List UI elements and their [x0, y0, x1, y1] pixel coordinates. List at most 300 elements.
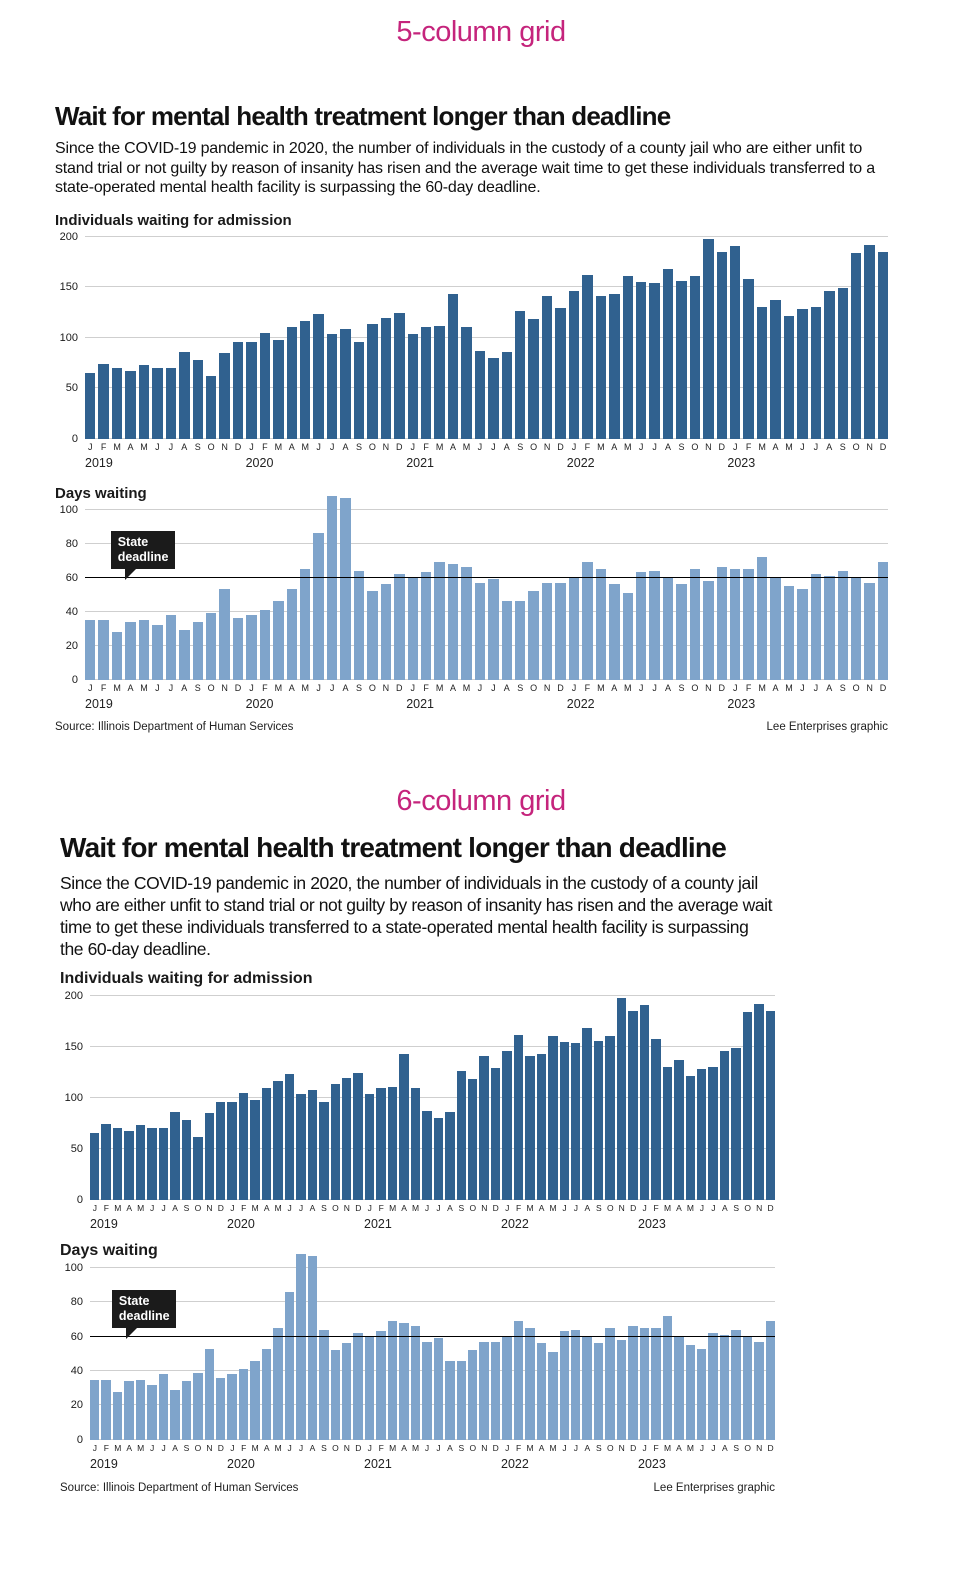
month-label: M [462, 682, 471, 693]
bar [388, 1321, 397, 1440]
month-label: A [584, 1202, 590, 1213]
month-label: M [274, 441, 283, 452]
bar [300, 321, 310, 438]
bar [273, 1081, 282, 1199]
bar [354, 342, 364, 439]
month-label: J [161, 1202, 166, 1213]
bar [394, 574, 404, 679]
y-axis-tick-label: 100 [64, 1261, 83, 1274]
month-label: A [772, 682, 779, 693]
bar [448, 294, 458, 438]
month-label: A [447, 1202, 453, 1213]
bar [313, 533, 323, 679]
month-label: O [530, 441, 538, 452]
bar [548, 1352, 557, 1440]
month-label: J [161, 1442, 166, 1453]
bar [98, 364, 108, 439]
bar [703, 239, 713, 439]
month-label: A [401, 1202, 407, 1213]
bars-row [85, 510, 888, 680]
year-label: 2022 [501, 1216, 529, 1231]
headline: Wait for mental health treatment longer than deadline [55, 101, 671, 131]
month-label: J [410, 441, 415, 452]
month-label: N [618, 1442, 625, 1453]
bar [353, 1073, 362, 1199]
bar [502, 601, 512, 679]
bar [98, 620, 108, 680]
month-label: S [355, 682, 362, 693]
month-label: M [623, 441, 632, 452]
year-labels-row [90, 1213, 775, 1232]
month-label: J [155, 682, 160, 693]
bar [179, 352, 189, 439]
bar [112, 368, 122, 439]
month-label: F [516, 1442, 521, 1453]
month-label: F [378, 1442, 384, 1453]
bar [193, 1137, 202, 1200]
bar [246, 615, 256, 680]
y-axis-tick-label: 50 [65, 382, 78, 395]
bar [571, 1330, 580, 1440]
month-label: F [584, 441, 591, 452]
month-label: F [100, 682, 107, 693]
bar [851, 578, 861, 680]
month-label: O [744, 1442, 751, 1453]
bar [636, 572, 646, 679]
bar [136, 1125, 145, 1199]
bar [233, 618, 243, 679]
month-label: F [262, 682, 268, 693]
month-label: A [503, 441, 510, 452]
bar [730, 569, 740, 680]
y-axis [60, 1261, 90, 1446]
month-label: M [137, 1442, 144, 1453]
month-label: N [866, 682, 873, 693]
month-label: A [676, 1202, 682, 1213]
month-label: A [309, 1202, 316, 1213]
y-axis-tick-label: 40 [65, 605, 78, 618]
month-label: F [745, 441, 752, 452]
month-label: A [401, 1442, 407, 1453]
bar [331, 1350, 340, 1439]
bar [287, 327, 297, 438]
month-label: M [758, 441, 766, 452]
bar [720, 1335, 729, 1440]
bar [582, 1028, 591, 1199]
month-label: M [251, 1442, 259, 1453]
month-label: N [756, 1202, 762, 1213]
month-label: O [194, 1442, 201, 1453]
bar [838, 571, 848, 680]
month-label: J [424, 1442, 429, 1453]
month-label: D [234, 682, 242, 693]
month-label: D [396, 682, 403, 693]
bar [560, 1042, 569, 1200]
month-label: A [127, 441, 134, 452]
month-label: M [114, 1442, 122, 1453]
month-label: J [711, 1202, 716, 1213]
year-label: 2020 [245, 455, 274, 470]
bar [422, 1111, 431, 1200]
plot [85, 510, 888, 680]
month-labels-row [90, 1443, 775, 1453]
y-axis-tick-label: 100 [59, 503, 78, 516]
bar [797, 309, 807, 438]
month-label: S [839, 682, 846, 693]
bar [182, 1120, 191, 1200]
bar [166, 615, 176, 680]
deadline-badge-line: deadline [117, 549, 169, 564]
description: Since the COVID-19 pandemic in 2020, the number of individuals in the custody of a county jail who are either unfit to stand trial or not guilty by reason of insanity has risen and the average wait time to get these individuals transferred to a state-operated mental health facility is surpassing the 60-day deadline. [60, 872, 773, 959]
bar [754, 1004, 763, 1200]
bar [824, 576, 834, 680]
six-column-content [60, 832, 775, 1494]
plot [90, 996, 775, 1200]
month-label: J [652, 682, 657, 693]
bar [555, 583, 565, 680]
bar [461, 327, 471, 438]
bar [90, 1380, 99, 1440]
bar [193, 360, 203, 439]
bar [649, 283, 659, 439]
month-label: M [412, 1442, 419, 1453]
bar [720, 1051, 729, 1200]
month-label: N [382, 682, 390, 693]
month-label: A [127, 682, 134, 693]
month-label: D [217, 1442, 224, 1453]
month-label: D [492, 1202, 499, 1213]
month-label: J [699, 1202, 704, 1213]
year-label: 2020 [227, 1216, 255, 1231]
month-label: F [423, 682, 429, 693]
month-label: N [705, 682, 712, 693]
month-label: J [367, 1442, 372, 1453]
month-label: J [491, 682, 496, 693]
bar [754, 1342, 763, 1440]
bar [340, 329, 350, 438]
month-label: N [756, 1442, 762, 1453]
month-label: A [611, 441, 618, 452]
bar [219, 589, 229, 679]
month-label: A [584, 1442, 590, 1453]
month-label: D [879, 441, 887, 452]
month-label: A [263, 1442, 270, 1453]
month-label: M [549, 1442, 557, 1453]
month-label: M [301, 682, 309, 693]
month-label: S [458, 1442, 464, 1453]
month-label: J [638, 682, 644, 693]
month-label: D [630, 1442, 636, 1453]
bar [367, 324, 377, 438]
bar [609, 584, 619, 679]
graphic-credit: Lee Enterprises graphic [766, 720, 888, 733]
month-label: M [785, 682, 793, 693]
year-label: 2022 [566, 455, 595, 470]
bar [525, 1328, 534, 1440]
deadline-line [85, 577, 888, 578]
month-label: O [469, 1442, 476, 1453]
bar [770, 300, 780, 438]
month-label: J [573, 1202, 578, 1213]
bar [408, 578, 418, 680]
month-label: O [207, 682, 215, 693]
month-label: J [287, 1442, 292, 1453]
bar [445, 1361, 454, 1440]
month-label: J [642, 1442, 647, 1453]
bar [319, 1102, 328, 1200]
year-label: 2019 [85, 455, 113, 470]
bar [569, 291, 579, 438]
bar [640, 1005, 649, 1200]
bar [227, 1374, 236, 1439]
month-label: N [206, 1202, 213, 1213]
y-axis-tick-label: 0 [76, 1193, 83, 1206]
bar [112, 632, 122, 680]
bar [605, 1328, 614, 1440]
bar [408, 334, 418, 439]
bar [623, 276, 633, 439]
plot-area [90, 1268, 775, 1472]
headline: Wait for mental health treatment longer than deadline [60, 831, 726, 863]
y-axis-tick-label: 0 [71, 673, 78, 686]
y-axis-tick-label: 200 [59, 230, 78, 243]
bar [528, 591, 538, 679]
bar [475, 351, 485, 439]
bar [676, 281, 686, 439]
month-label: M [274, 1202, 282, 1213]
month-label: M [785, 441, 793, 452]
month-label: A [172, 1202, 178, 1213]
month-label: O [852, 682, 860, 693]
bar [703, 581, 713, 680]
bar [376, 1088, 385, 1200]
days-waiting-chart [55, 503, 888, 712]
bar [250, 1100, 259, 1200]
month-label: J [168, 441, 174, 452]
month-label: F [241, 1202, 247, 1213]
month-label: J [410, 682, 415, 693]
month-label: M [663, 1442, 671, 1453]
month-label: F [745, 682, 752, 693]
year-label: 2019 [90, 1216, 118, 1231]
month-label: S [194, 682, 201, 693]
month-labels-row [85, 683, 888, 693]
month-label: N [543, 682, 551, 693]
bar [193, 1373, 202, 1440]
bar [206, 376, 216, 439]
month-label: J [329, 441, 335, 452]
month-label: F [103, 1442, 109, 1453]
month-label: S [595, 1202, 602, 1213]
bar [246, 342, 256, 439]
year-label: 2023 [638, 1216, 666, 1231]
bar [851, 253, 861, 439]
bar [514, 1321, 523, 1440]
bar [327, 496, 337, 680]
bar [475, 583, 485, 680]
y-axis [55, 503, 85, 686]
bar [219, 353, 229, 439]
y-axis-tick-label: 200 [64, 989, 83, 1002]
bar [569, 578, 579, 680]
month-label: J [87, 441, 93, 452]
source-text: Source: Illinois Department of Human Services [55, 720, 294, 733]
bar [353, 1333, 362, 1440]
month-label: A [288, 682, 295, 693]
month-label: M [597, 682, 605, 693]
month-label: J [732, 682, 738, 693]
month-label: J [230, 1442, 235, 1453]
month-label: S [355, 441, 362, 452]
month-label: O [606, 1202, 614, 1213]
bar [85, 373, 95, 439]
bar [663, 269, 673, 439]
bar [85, 620, 95, 680]
bar [636, 282, 646, 439]
bar [124, 1381, 133, 1439]
deadline-badge-line: State [118, 1294, 150, 1309]
bar [663, 1067, 672, 1200]
month-label: S [517, 441, 524, 452]
bar [697, 1069, 706, 1200]
month-label: J [642, 1202, 647, 1213]
bar [260, 610, 270, 680]
month-label: M [140, 682, 148, 693]
graphic-credit: Lee Enterprises graphic [653, 1481, 775, 1494]
y-axis-tick-label: 100 [59, 331, 78, 344]
month-label: F [653, 1202, 659, 1213]
year-label: 2023 [727, 696, 756, 711]
month-label: A [538, 1202, 545, 1213]
bar [743, 1012, 752, 1200]
source-row [60, 1482, 775, 1494]
month-label: F [516, 1202, 521, 1213]
y-axis-tick-label: 100 [64, 1091, 83, 1104]
bar [124, 1131, 133, 1199]
bar [227, 1102, 236, 1200]
month-label: N [618, 1202, 625, 1213]
month-label: J [711, 1442, 716, 1453]
month-label: N [343, 1442, 350, 1453]
bar [434, 326, 444, 438]
bar [421, 327, 431, 438]
month-label: A [503, 682, 510, 693]
bar [838, 288, 848, 438]
month-label: M [114, 1202, 122, 1213]
bar [609, 294, 619, 438]
y-axis-tick-label: 80 [65, 537, 78, 550]
bar [308, 1256, 317, 1440]
month-label: D [355, 1442, 362, 1453]
bar [766, 1011, 775, 1200]
month-label: J [800, 441, 805, 452]
bar [376, 1331, 385, 1439]
month-label: J [573, 1442, 578, 1453]
bar [542, 583, 552, 680]
month-label: S [183, 1442, 190, 1453]
month-label: M [389, 1442, 396, 1453]
bar [502, 352, 512, 439]
month-label: A [126, 1202, 132, 1213]
bar [340, 498, 350, 680]
y-axis-tick-label: 60 [65, 571, 78, 584]
bar [233, 342, 243, 439]
bar [139, 365, 149, 439]
month-label: M [274, 682, 283, 693]
month-label: N [221, 682, 228, 693]
month-labels-row [85, 442, 888, 452]
bar [434, 562, 444, 679]
bar [596, 296, 606, 438]
month-label: M [274, 1442, 282, 1453]
month-label: N [206, 1442, 213, 1453]
month-label: M [435, 682, 444, 693]
month-label: A [721, 1442, 728, 1453]
month-label: J [230, 1202, 235, 1213]
bar [560, 1331, 569, 1439]
bar [811, 307, 821, 438]
y-axis [55, 230, 85, 445]
month-label: J [813, 441, 819, 452]
bar [515, 311, 525, 438]
month-label: M [301, 441, 309, 452]
year-label: 2021 [406, 696, 434, 711]
bar [766, 1321, 775, 1440]
y-axis-tick-label: 40 [70, 1364, 83, 1377]
bar [159, 1128, 168, 1199]
chart-title-individuals: Individuals waiting for admission [60, 969, 313, 987]
year-label: 2023 [638, 1456, 666, 1471]
month-label: M [412, 1202, 419, 1213]
month-label: J [800, 682, 805, 693]
month-label: N [221, 441, 228, 452]
month-label: J [505, 1442, 510, 1453]
month-label: A [263, 1202, 270, 1213]
bar [743, 569, 753, 680]
bar [731, 1048, 740, 1200]
month-label: A [538, 1442, 545, 1453]
bar [136, 1380, 145, 1440]
month-label: A [665, 441, 672, 452]
bar [674, 1337, 683, 1440]
month-label: O [530, 682, 538, 693]
bar [743, 1337, 752, 1440]
year-labels-row [85, 452, 888, 471]
month-label: O [744, 1202, 751, 1213]
bar [147, 1385, 156, 1440]
month-label: J [477, 682, 483, 693]
month-label: F [584, 682, 591, 693]
bar [717, 567, 727, 679]
month-label: J [477, 441, 483, 452]
bar [113, 1392, 122, 1440]
month-label: A [126, 1442, 132, 1453]
plot-area [90, 996, 775, 1232]
source-row [55, 721, 888, 733]
bar [686, 1076, 695, 1199]
month-label: A [826, 441, 833, 452]
bar [152, 368, 162, 439]
bars-row [85, 237, 888, 439]
month-label: O [606, 1442, 614, 1453]
bar [287, 589, 297, 679]
month-label: D [767, 1442, 774, 1453]
bar [300, 569, 310, 680]
bar [784, 586, 794, 680]
bar [491, 1068, 500, 1200]
month-label: M [549, 1202, 557, 1213]
month-label: A [342, 682, 349, 693]
